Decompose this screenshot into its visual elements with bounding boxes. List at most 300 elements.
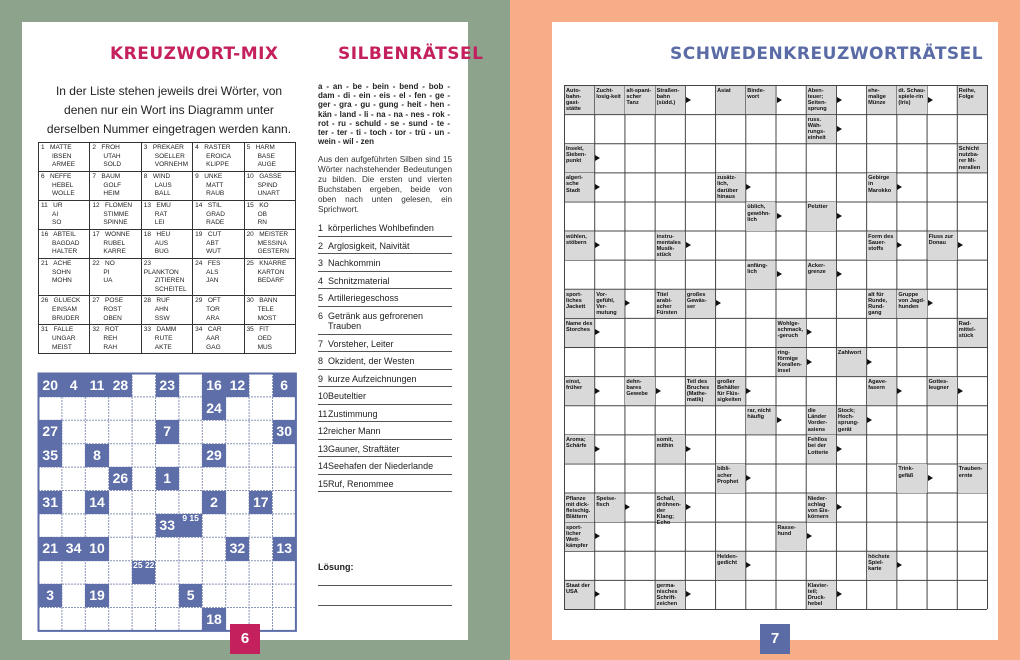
mix-entry-word: BRUDER	[52, 314, 80, 322]
mix-entry-word: GAG	[206, 343, 221, 351]
mix-table-cell	[193, 325, 244, 354]
arrow-right-icon	[837, 591, 842, 597]
arrow-right-icon	[958, 388, 963, 394]
mix-table-row	[39, 259, 296, 296]
mix-entry-word: OED	[257, 334, 272, 342]
clue-cell: höchste Spiel-karte	[867, 552, 896, 580]
clue-text: reicher Mann	[328, 426, 381, 436]
clue-number: 6	[318, 310, 324, 321]
arrow-right-icon	[897, 242, 902, 248]
mix-entry-first: 27 POSE	[92, 297, 124, 305]
arrow-right-icon	[625, 300, 630, 306]
arrow-right-icon	[595, 446, 600, 452]
kreuzwort-number-cell: 35	[39, 444, 62, 467]
kreuzwort-number-cell: 8	[85, 444, 108, 467]
clue-number: 1	[318, 223, 324, 233]
mix-table-cell	[39, 259, 90, 296]
syllable-clue	[318, 254, 452, 272]
syllable-clue	[318, 422, 452, 440]
mix-table-cell	[90, 325, 141, 354]
clue-cell: Fluss zur Donau	[928, 232, 957, 260]
page-number-left: 6	[230, 624, 260, 654]
syllable-clue	[318, 289, 452, 307]
kreuzwort-number-cell: 23	[156, 374, 179, 397]
mix-entry-word: KARRE	[103, 248, 126, 256]
kreuzwort-number-cell: 12	[226, 374, 249, 397]
clue-cell: zusätz-lich, darüber hinaus	[716, 173, 745, 201]
clue-cell: ring-förmige Korallen-insel	[777, 348, 806, 376]
mix-entry-first: 25 KNARRE	[246, 260, 287, 267]
mix-entry-word: RADE	[206, 219, 225, 227]
schwedenraetsel-grid[interactable]	[564, 85, 987, 609]
mix-entry-word: BEDARF	[257, 277, 284, 285]
mix-entry-word: TOR	[206, 305, 220, 313]
mix-entry-word: OB	[257, 210, 267, 218]
arrow-right-icon	[656, 388, 661, 394]
mix-table-cell	[39, 325, 90, 354]
mix-entry-word: RAH	[103, 343, 118, 351]
mix-entry-first: 14 STIL	[195, 202, 222, 209]
mix-entry-word: ALS	[206, 268, 219, 276]
clue-cell: Auto-bahn-gast-stätte	[565, 86, 594, 114]
mix-table-cell	[141, 172, 192, 201]
mix-entry-word: HEBEL	[52, 181, 74, 189]
mix-entry-word: RAT	[154, 210, 168, 218]
mix-table-cell	[141, 143, 192, 172]
mix-entry-first: 8 WIND	[143, 173, 171, 180]
kreuzwort-number-cell: 7	[156, 420, 179, 443]
mix-entry-word: BAGDAD	[52, 239, 80, 247]
mix-table-cell	[141, 259, 192, 296]
clue-cell: Rasse-hund	[777, 523, 806, 551]
clue-cell: alt-spani-scher Tanz	[625, 86, 654, 114]
syllable-clue	[318, 405, 452, 423]
mix-table-cell	[244, 143, 295, 172]
mix-table-row	[39, 172, 296, 201]
mix-entry-word: BALL	[154, 190, 171, 198]
kreuzwort-number-cell: 16	[202, 374, 225, 397]
kreuzwort-number-cell: 1	[156, 467, 179, 490]
mix-entry-word: KLIPPE	[206, 161, 229, 169]
clue-cell: Acker-grenze	[807, 261, 836, 289]
clue-cell: Stock; Hoch-sprung-gerät	[837, 406, 866, 434]
mix-entry-word: SOLD	[103, 161, 122, 169]
mix-table-cell	[39, 143, 90, 172]
mix-entry-word: UNART	[257, 190, 280, 198]
syllable-clue	[318, 457, 452, 475]
mix-entry-word: AHN	[154, 305, 169, 313]
clue-text: Nachkommin	[328, 258, 381, 268]
mix-entry-word: ARA	[206, 314, 220, 322]
clue-cell: großes Gewäs-ser	[686, 290, 715, 318]
arrow-right-icon	[928, 475, 933, 481]
mix-entry-word: HALTER	[52, 248, 78, 256]
kreuzwort-number-cell: 9 15	[179, 514, 202, 537]
mix-entry-word: WOLLE	[52, 190, 75, 198]
mix-entry-word: AUGE	[257, 161, 276, 169]
arrow-right-icon	[686, 242, 691, 248]
mix-entry-word: TELE	[257, 305, 274, 313]
kreuzwort-number-cell: 24	[202, 397, 225, 420]
kreuzwort-number-cell: 5	[179, 584, 202, 607]
arrow-right-icon	[686, 591, 691, 597]
mix-table-cell	[90, 143, 141, 172]
clue-text: kurze Aufzeichnungen	[328, 373, 417, 384]
arrow-right-icon	[837, 504, 842, 510]
clue-cell: Schicht nutzba-rer Mi-neralien	[958, 144, 987, 172]
arrow-right-icon	[897, 562, 902, 568]
clue-cell: instru-mentales Musik-stück	[656, 232, 685, 260]
mix-table-cell	[244, 230, 295, 259]
clue-cell: anfäng-lich	[746, 261, 775, 289]
clue-number: 2	[318, 240, 324, 251]
clue-cell: somit, mithin	[656, 435, 685, 463]
syllable-clue	[318, 307, 452, 335]
clue-number: 9	[318, 373, 324, 384]
syllable-clue	[318, 387, 452, 405]
arrow-right-icon	[928, 300, 933, 306]
mix-entry-word: UA	[103, 277, 113, 285]
mix-table-cell	[193, 296, 244, 325]
mix-entry-first: 15 KO	[246, 202, 269, 209]
clue-cell: Insekt, Sieben-punkt	[565, 144, 594, 172]
arrow-right-icon	[867, 417, 872, 423]
kreuzwort-number-cell: 29	[202, 444, 225, 467]
clue-cell: Staat der USA	[565, 581, 594, 609]
arrow-right-icon	[595, 591, 600, 597]
solution-line[interactable]	[318, 585, 452, 586]
mix-entry-first: 28 RUF	[143, 297, 170, 305]
mix-table-row	[39, 296, 296, 325]
arrow-right-icon	[716, 300, 721, 306]
arrow-right-icon	[686, 504, 691, 510]
mix-entry-first: 5 HARM	[246, 144, 275, 151]
clue-cell: russ. Wäh-rungs-einheit	[807, 115, 836, 143]
mix-table-cell	[90, 172, 141, 201]
mix-table-cell	[141, 230, 192, 259]
mix-table-cell	[193, 259, 244, 296]
clue-cell: Fehllos bei der Lotterie	[807, 435, 836, 463]
syllable-clue	[318, 335, 452, 353]
mix-table-cell	[244, 325, 295, 354]
mix-entry-word: MATT	[206, 181, 224, 189]
clue-text: Arglosigkeit, Naivität	[328, 240, 410, 251]
clue-cell: wühlen, stöbern	[565, 232, 594, 260]
arrow-right-icon	[746, 475, 751, 481]
mix-entry-word: AUS	[154, 239, 169, 247]
clue-cell: Straßen-bahn (südd.)	[656, 86, 685, 114]
clue-cell: Gruppe von Jagd-hunden	[897, 290, 926, 318]
clue-cell: Gebirge in Marokko	[867, 173, 896, 201]
mix-entry-first: 4 RASTER	[195, 144, 231, 151]
clue-cell: rar, nicht häufig	[746, 406, 775, 434]
arrow-right-icon	[777, 213, 782, 219]
schwedenraetsel-title: SCHWEDENKREUZWORTRÄTSEL	[670, 44, 984, 64]
mix-entry-word: UTAH	[103, 152, 121, 160]
kreuzwort-number-cell: 13	[273, 537, 296, 560]
arrow-right-icon	[897, 184, 902, 190]
clue-cell: einst, früher	[565, 377, 594, 405]
kreuzwort-number-cell: 17	[249, 491, 272, 514]
arrow-right-icon	[595, 388, 600, 394]
kreuzwort-number-cell: 19	[85, 584, 108, 607]
kreuzwort-number-cell: 3	[39, 584, 62, 607]
kreuzwort-number-cell: 27	[39, 420, 62, 443]
clue-cell: Teil des Bruches (Mathe-matik)	[686, 377, 715, 405]
clue-cell: die Länder Vorder-asiens	[807, 406, 836, 434]
clue-cell: Asiat	[716, 86, 745, 114]
syllable-clue	[318, 370, 452, 388]
kreuzwort-number-cell: 20	[39, 374, 62, 397]
clue-cell: Aben-teuer; Seiten-sprung	[807, 86, 836, 114]
mix-table-cell	[90, 230, 141, 259]
mix-entry-word: KARTON	[257, 268, 285, 276]
clue-text: Beuteltier	[328, 391, 367, 401]
clue-text: Getränk aus gefrorenen Trauben	[328, 310, 424, 331]
syllable-clue	[318, 237, 452, 255]
kreuzwort-number-cell: 2	[202, 491, 225, 514]
mix-entry-first: 1 MATTE	[41, 144, 72, 151]
clue-number: 5	[318, 293, 324, 303]
page-number-right: 7	[760, 624, 790, 654]
clue-cell: bibli-scher Prophet	[716, 464, 745, 492]
arrow-right-icon	[837, 446, 842, 452]
kreuzwort-number-cell: 4	[62, 374, 85, 397]
clue-cell: Pelztier	[807, 202, 836, 230]
arrow-right-icon	[807, 329, 812, 335]
mix-table-cell	[244, 172, 295, 201]
mix-entry-first: 16 ABTEIL	[41, 231, 76, 238]
mix-table-cell	[244, 259, 295, 296]
clue-cell: sport-liches Jackett	[565, 290, 594, 318]
clue-text: Zustimmung	[328, 408, 378, 419]
clue-text: Vorsteher, Leiter	[328, 338, 394, 349]
arrow-right-icon	[837, 271, 842, 277]
arrow-right-icon	[777, 271, 782, 277]
kreuzwort-grid[interactable]	[38, 373, 298, 631]
kreuzwort-number-cell: 33	[156, 514, 179, 537]
mix-entry-word: VORNEHM	[154, 161, 189, 169]
mix-entry-word: IBSEN	[52, 152, 72, 160]
mix-table-cell	[244, 201, 295, 230]
syllable-instructions: Aus den aufgeführten Silben sind 15 Wörter nachstehender Bedeutungen zu bilden. Die ersten und vierten Buchstaben ergeben, beide von oben nach unten gelesen, ein Sprichwort.	[318, 155, 452, 215]
mix-entry-first: 31 FALLE	[41, 326, 74, 334]
mix-table-cell	[90, 259, 141, 296]
arrow-right-icon	[595, 533, 600, 539]
clue-text: Artilleriegeschoss	[328, 293, 399, 303]
arrow-right-icon	[746, 562, 751, 568]
clue-cell: dehn-bares Gewebe	[625, 377, 654, 405]
kreuzwort-number-cell: 11	[85, 374, 108, 397]
word-mix-table	[38, 142, 296, 354]
clue-cell: Reihe, Folge	[958, 86, 987, 114]
solution-line[interactable]	[318, 605, 452, 606]
mix-entry-word: RUBEL	[103, 239, 126, 247]
mix-entry-first: 22 NO	[92, 260, 115, 267]
mix-intro-text: In der Liste stehen jeweils drei Wörter, von denen nur ein Wort ins Diagramm unter derselben Nummer eingetragen werden kann.	[46, 84, 292, 136]
arrow-right-icon	[807, 533, 812, 539]
mix-entry-word: REH	[103, 334, 118, 342]
clue-number: 8	[318, 356, 324, 366]
mix-entry-first: 23 PLANKTON	[143, 260, 179, 276]
clue-text: körperliches Wohlbefinden	[328, 223, 434, 233]
clue-number: 4	[318, 275, 324, 286]
mix-table-cell	[193, 230, 244, 259]
clue-cell: sport-licher Wett-kämpfer	[565, 523, 594, 551]
arrow-right-icon	[746, 184, 751, 190]
kreuzwort-number-cell: 6	[273, 374, 296, 397]
kreuzwort-number-cell: 30	[273, 420, 296, 443]
mix-entry-first: 13 EMU	[143, 202, 171, 209]
arrow-right-icon	[686, 97, 691, 103]
mix-entry-word: GESTERN	[257, 248, 289, 256]
mix-entry-word: OBEN	[103, 314, 122, 322]
clue-text: Ruf, Renommee	[328, 478, 394, 489]
mix-table-cell	[39, 230, 90, 259]
mix-entry-first: 35 FIT	[246, 326, 269, 334]
mix-entry-first: 29 OFT	[195, 297, 221, 305]
mix-entry-first: 21 ACHE	[41, 260, 72, 267]
clue-number: 13	[318, 443, 329, 454]
kreuzwort-number-cell: 21	[39, 537, 62, 560]
mix-table-cell	[39, 296, 90, 325]
arrow-right-icon	[625, 504, 630, 510]
clue-cell: Binde-wort	[746, 86, 775, 114]
clue-cell: Nieder-schlag von Eis-körnern	[807, 494, 836, 522]
clue-cell: Agave-fasern	[867, 377, 896, 405]
mix-table-cell	[90, 201, 141, 230]
mix-table-row	[39, 230, 296, 259]
syllable-clue	[318, 352, 452, 370]
clue-number: 10	[318, 391, 329, 401]
mix-entry-word: AAR	[206, 334, 220, 342]
silbenraetsel-title: SILBENRÄTSEL	[338, 44, 484, 64]
kreuzwort-number-cell: 14	[85, 491, 108, 514]
clue-cell: Zucht-losig-keit	[595, 86, 624, 114]
mix-entry-first: 3 PREKAER	[143, 144, 184, 151]
clue-cell: Trauben-ernte	[958, 464, 987, 492]
clue-cell: Zahlwort	[837, 348, 866, 376]
arrow-right-icon	[837, 97, 842, 103]
clue-cell: Helden-gedicht	[716, 552, 745, 580]
mix-table-cell	[193, 172, 244, 201]
mix-entry-first: 17 WONNE	[92, 231, 130, 238]
mix-table-cell	[193, 143, 244, 172]
mix-entry-first: 26 GLUECK	[41, 297, 81, 305]
mix-entry-word: ABT	[206, 239, 219, 247]
syllable-clue	[318, 475, 452, 493]
clue-cell: Titel arabi-scher Fürsten	[656, 290, 685, 318]
mix-entry-word: RUTE	[154, 334, 173, 342]
clue-cell: Vor-gefühl, Ver-mutung	[595, 290, 624, 318]
clue-cell: Schall, dröhnen-der Klang; Echo	[656, 494, 685, 522]
clue-cell: Form des Sauer-stoffs	[867, 232, 896, 260]
mix-entry-word: EINSAM	[52, 305, 77, 313]
kreuzwort-number-cell: 10	[85, 537, 108, 560]
mix-table-cell	[141, 325, 192, 354]
clue-number: 11	[318, 408, 328, 419]
clue-cell: Aroma; Schärfe	[565, 435, 594, 463]
mix-entry-word: SSW	[154, 314, 170, 322]
arrow-right-icon	[958, 242, 963, 248]
clue-cell: algeri-sche Stadt	[565, 173, 594, 201]
mix-table-cell	[244, 296, 295, 325]
arrow-right-icon	[686, 446, 691, 452]
kreuzwort-number-cell: 18	[202, 608, 225, 631]
mix-entry-word: AI	[52, 210, 59, 218]
clue-text: Schnitzmaterial	[328, 275, 390, 286]
mix-entry-first: 2 FROH	[92, 144, 120, 151]
mix-entry-first: 32 ROT	[92, 326, 119, 334]
arrow-right-icon	[595, 242, 600, 248]
clue-cell: großer Behälter für Flüs-sigkeiten	[716, 377, 745, 405]
clue-text: Gauner, Straftäter	[328, 443, 400, 454]
clue-cell: Trink-gefäß	[897, 464, 926, 492]
clue-number: 7	[318, 338, 324, 349]
clue-cell: Wohlge-schmack, -geruch	[777, 319, 806, 347]
syllable-clue	[318, 219, 452, 237]
clue-cell: ehe-malige Münze	[867, 86, 896, 114]
kreuzwort-number-cell: 32	[226, 537, 249, 560]
kreuzwort-number-cell: 34	[62, 537, 85, 560]
mix-entry-word: SOHN	[52, 268, 71, 276]
mix-entry-word: PI	[103, 268, 110, 276]
mix-entry-word: GOLF	[103, 181, 122, 189]
kreuzwort-number-cell: 26	[109, 467, 132, 490]
mix-entry-word: ARMEE	[52, 161, 76, 169]
mix-entry-first: 10 GASSE	[246, 173, 282, 180]
clue-cell: Gottes-leugner	[928, 377, 957, 405]
arrow-right-icon	[897, 388, 902, 394]
mix-entry-word: SOELLER	[154, 152, 185, 160]
mix-entry-word: ROST	[103, 305, 122, 313]
mix-entry-first: 12 FLOMEN	[92, 202, 133, 209]
clue-number: 12	[318, 426, 329, 436]
mix-entry-word: BUG	[154, 248, 169, 256]
clue-cell: Rad-mittel-stück	[958, 319, 987, 347]
mix-entry-word: GRAD	[206, 210, 225, 218]
mix-entry-word: RAUB	[206, 190, 225, 198]
mix-entry-word: SPIND	[257, 181, 278, 189]
mix-entry-first: 33 DAMM	[143, 326, 177, 334]
clue-cell: Name des Storches	[565, 319, 594, 347]
clue-cell: Klavier-teil; Druck-hebel	[807, 581, 836, 609]
clue-number: 14	[318, 461, 329, 471]
clue-cell: alt für Runde, Rund-gang	[867, 290, 896, 318]
mix-entry-word: STIMME	[103, 210, 129, 218]
mix-entry-word: EROICA	[206, 152, 232, 160]
mix-entry-first: 7 BAUM	[92, 173, 121, 180]
syllable-list: a - an - be - bein - bend - bob - dam - di - ein - eis - el - fen - ge - ger - gra - gu - gung - heit - hen - kän - land - li - na - na - nes - rok - rot - ru - schuld - se - sund - te - ter - ter - ti - toch - tor - trü - un - wein - wil - zen	[318, 82, 450, 147]
mix-entry-first: 6 NEFFE	[41, 173, 72, 180]
kreuzwort-mix-title: KREUZWORT-MIX	[110, 44, 279, 64]
syllable-clue-list	[318, 219, 452, 492]
clue-cell: germa-nisches Schrift-zeichen	[656, 581, 685, 609]
clue-cell: dt. Schau-spiele-rin (Iris)	[897, 86, 926, 114]
syllable-clue	[318, 440, 452, 458]
solution-label: Lösung:	[318, 562, 354, 572]
clue-text: Okzident, der Westen	[328, 356, 415, 366]
kreuzwort-number-cell: 31	[39, 491, 62, 514]
mix-entry-word: MOST	[257, 314, 277, 322]
arrow-right-icon	[777, 417, 782, 423]
mix-entry-word: MUS	[257, 343, 273, 351]
mix-entry-word: ZITIEREN	[154, 277, 185, 285]
arrow-right-icon	[928, 97, 933, 103]
arrow-right-icon	[807, 359, 812, 365]
mix-entry-first: 18 HEU	[143, 231, 171, 238]
mix-table-cell	[90, 296, 141, 325]
